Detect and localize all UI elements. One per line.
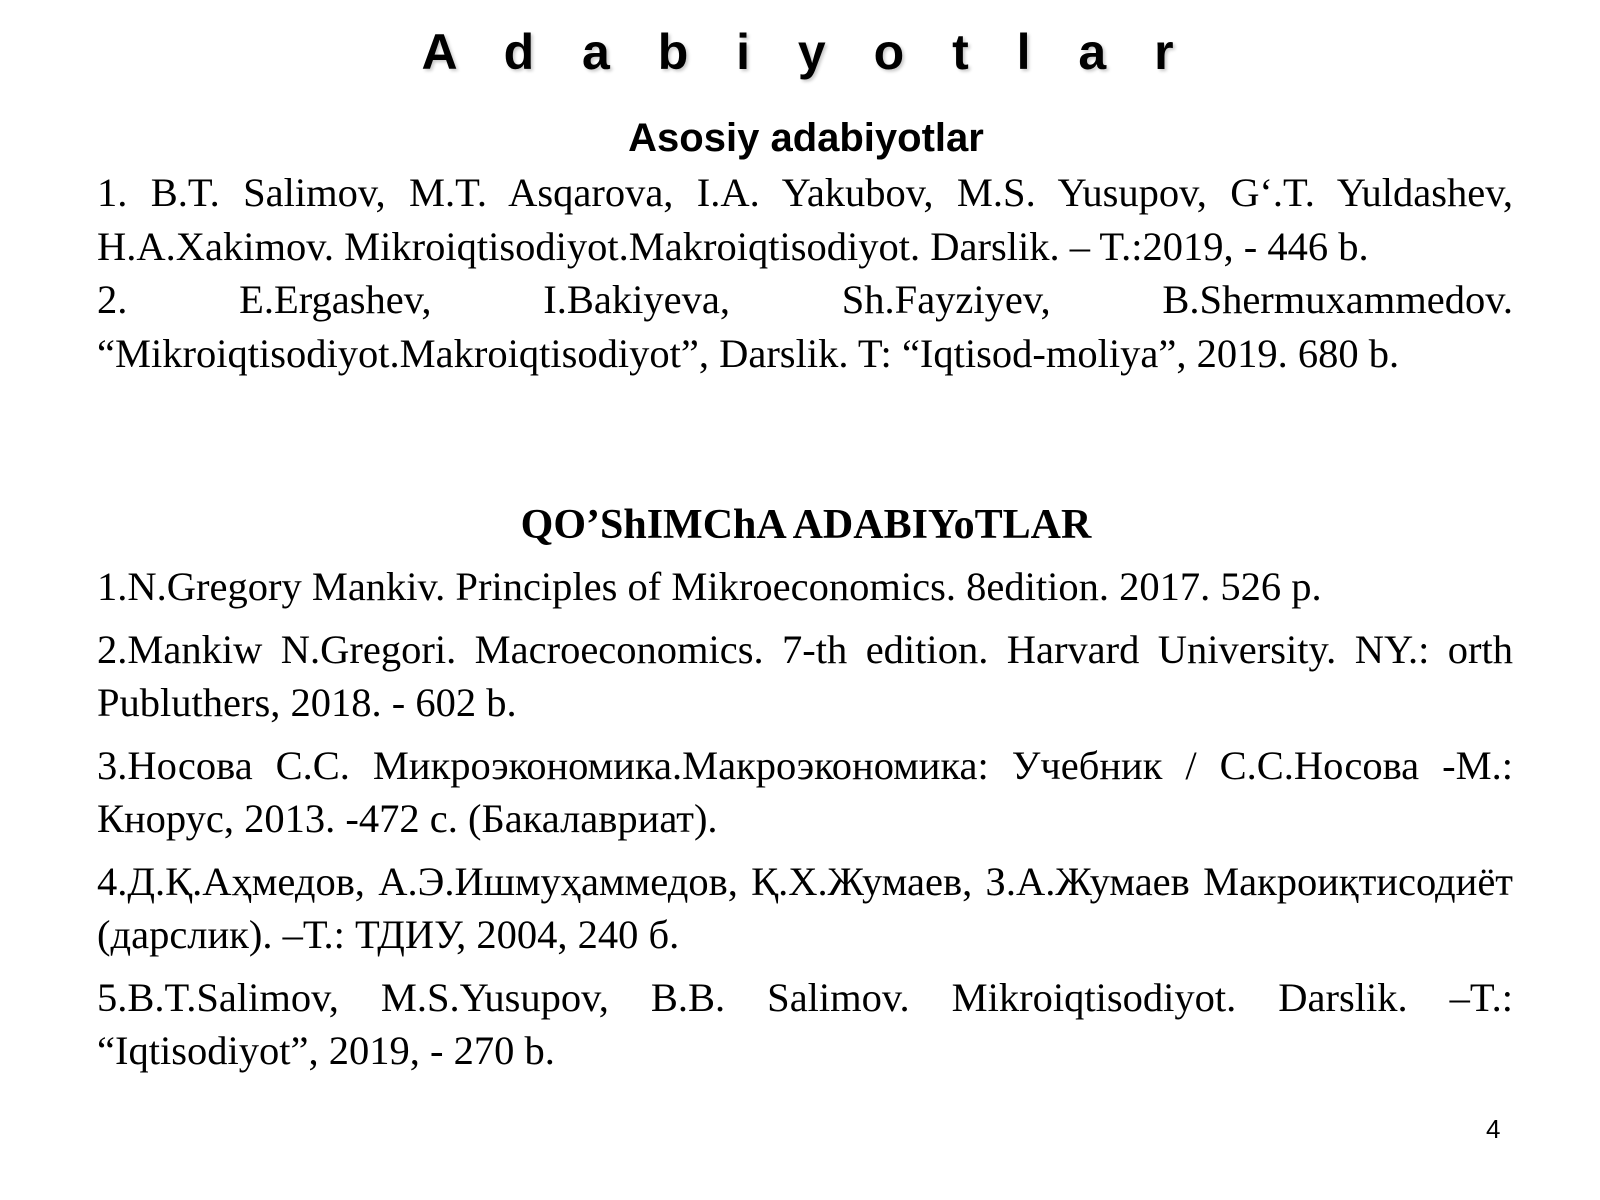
- reference-item: 2.Mankiw N.Gregori. Macroeconomics. 7-th edition. Harvard University. NY.: orth Publuthers, 2018. - 602 b.: [97, 626, 1513, 725]
- reference-item: 4.Д.Қ.Аҳмедов, А.Э.Ишмуҳаммедов, Қ.Х.Жумаев, З.А.Жумаев Макроиқтисодиёт (дарслик). –Т.: ТДИУ, 2004, 240 б.: [97, 858, 1513, 957]
- page-number: 4: [1486, 1114, 1501, 1144]
- reference-item: 3.Носова С.С. Микроэкономика.Макроэкономика: Учебник / С.С.Носова -М.: Кнорус, 2013. -472 с. (Бакалавриат).: [97, 742, 1513, 841]
- additional-literature-list: [97, 560, 1513, 1087]
- reference-item: 1. B.T. Salimov, M.T. Asqarova, I.A. Yakubov, M.S. Yusupov, G‘.T. Yuldashev, H.A.Xakimov. Mikroiqtisodiyot.Makroiqtisodiyot. Darslik. – T.:2019, - 446 b.: [97, 170, 1513, 269]
- page-title: A d a b i y o t l a r: [421, 24, 1191, 80]
- main-literature-list: [97, 166, 1513, 380]
- reference-item: 5.B.T.Salimov, M.S.Yusupov, B.B. Salimov. Mikroiqtisodiyot. Darslik. –T.: “Iqtisodiyot”, 2019, - 270 b.: [97, 974, 1513, 1073]
- reference-item: 1.N.Gregory Mankiv. Principles of Mikroeconomics. 8edition. 2017. 526 p.: [97, 564, 1322, 609]
- reference-item: 2. E.Ergashev, I.Bakiyeva, Sh.Fayziyev, B.Shermuxammedov. “Mikroiqtisodiyot.Makroiqtisodiyot”, Darslik. T: “Iqtisod-moliya”, 2019. 680 b.: [97, 277, 1513, 376]
- main-literature-heading: Asosiy adabiyotlar: [628, 116, 984, 160]
- additional-literature-heading: QO’ShIMChA ADABIYoTLAR: [520, 502, 1092, 548]
